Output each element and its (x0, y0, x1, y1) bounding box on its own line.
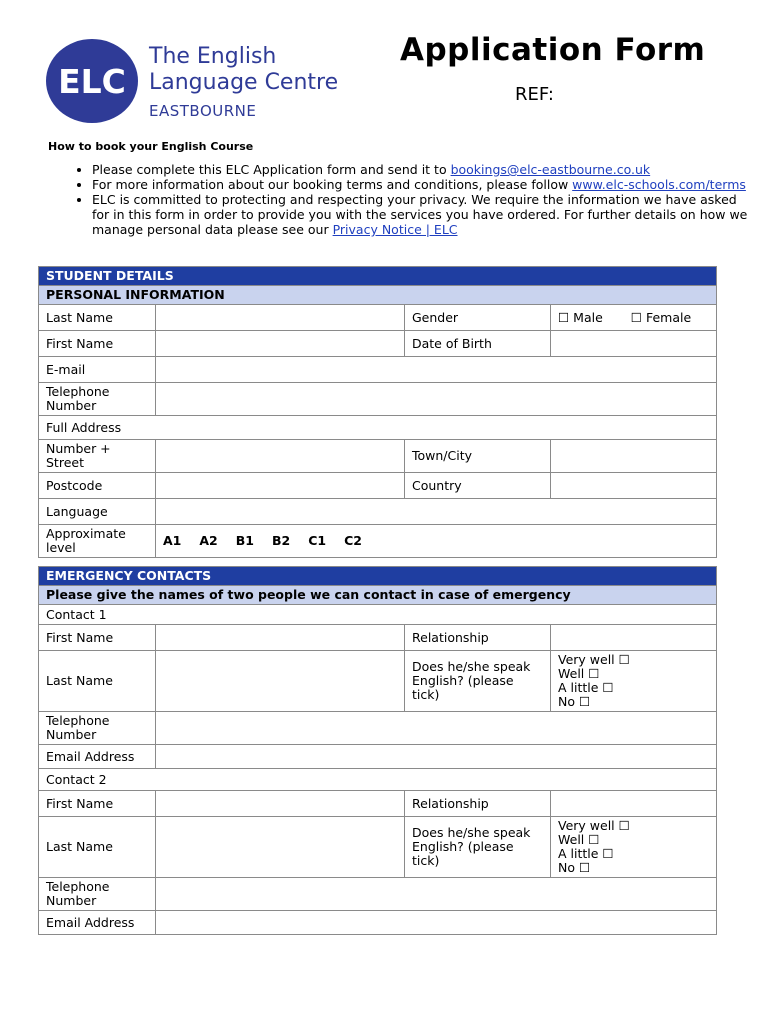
number-street-label: Number + Street (39, 440, 156, 473)
female-checkbox[interactable]: ☐ Female (630, 309, 692, 325)
c1-last-name-label: Last Name (39, 651, 156, 712)
tick-a-little[interactable]: A little ☐ (558, 680, 614, 695)
c2-speak-label: Does he/she speak English? (please tick) (405, 817, 551, 878)
emergency-header: EMERGENCY CONTACTS (39, 567, 717, 586)
country-field[interactable] (551, 473, 717, 499)
c2-email-label: Email Address (39, 911, 156, 935)
instruction-item (92, 192, 752, 237)
dob-label: Date of Birth (405, 331, 551, 357)
postcode-label: Postcode (39, 473, 156, 499)
student-details-table (38, 266, 717, 558)
c1-last-name-field[interactable] (156, 651, 405, 712)
full-address-label: Full Address (39, 416, 717, 440)
student-details-header: STUDENT DETAILS (39, 267, 717, 286)
telephone-field[interactable] (156, 383, 717, 416)
tick-no[interactable]: No ☐ (558, 694, 591, 709)
first-name-field[interactable] (156, 331, 405, 357)
c2-english-ticks (551, 817, 717, 878)
personal-info-subheader: PERSONAL INFORMATION (39, 286, 717, 305)
c2-last-name-label: Last Name (39, 817, 156, 878)
male-checkbox[interactable]: ☐ Male (558, 309, 603, 325)
language-field[interactable] (156, 499, 717, 525)
instruction-text: Please complete this ELC Application form and send it to (92, 162, 451, 177)
c2-telephone-field[interactable] (156, 878, 717, 911)
c2-telephone-label: Telephone Number (39, 878, 156, 911)
level-c2[interactable]: C2 (344, 533, 362, 548)
c1-telephone-label: Telephone Number (39, 712, 156, 745)
level-options (156, 525, 717, 558)
elc-logo-badge: ELC (46, 39, 138, 123)
logo-line-3: EASTBOURNE (149, 102, 257, 120)
instructions-list (70, 162, 752, 237)
tick-a-little[interactable]: A little ☐ (558, 846, 614, 861)
level-b1[interactable]: B1 (235, 533, 254, 548)
last-name-label: Last Name (39, 305, 156, 331)
level-b2[interactable]: B2 (271, 533, 291, 548)
logo-line-2: Language Centre (149, 70, 339, 95)
emergency-subheader: Please give the names of two people we can contact in case of emergency (39, 586, 717, 605)
instruction-text: For more information about our booking terms and conditions, please follow (92, 177, 573, 192)
tick-very-well[interactable]: Very well ☐ (558, 818, 630, 833)
first-name-label: First Name (39, 331, 156, 357)
privacy-notice-link[interactable]: Privacy Notice | ELC (332, 222, 458, 237)
terms-link[interactable]: www.elc-schools.com/terms (572, 177, 746, 192)
level-c1[interactable]: C1 (308, 533, 327, 548)
gender-label: Gender (405, 305, 551, 331)
bookings-email-link[interactable]: bookings@elc-eastbourne.co.uk (450, 162, 651, 177)
c2-relationship-label: Relationship (405, 791, 551, 817)
contact-2-label: Contact 2 (39, 769, 717, 791)
dob-field[interactable] (551, 331, 717, 357)
c2-first-name-field[interactable] (156, 791, 405, 817)
tick-well[interactable]: Well ☐ (558, 666, 600, 681)
c1-first-name-field[interactable] (156, 625, 405, 651)
tick-very-well[interactable]: Very well ☐ (558, 652, 630, 667)
instruction-item (92, 177, 752, 192)
c1-relationship-label: Relationship (405, 625, 551, 651)
tick-well[interactable]: Well ☐ (558, 832, 600, 847)
email-label: E-mail (39, 357, 156, 383)
c2-email-field[interactable] (156, 911, 717, 935)
c2-first-name-label: First Name (39, 791, 156, 817)
page-title: Application Form (400, 32, 706, 68)
c1-telephone-field[interactable] (156, 712, 717, 745)
c1-english-ticks (551, 651, 717, 712)
level-a1[interactable]: A1 (163, 533, 182, 548)
ref-label: REF: (515, 84, 554, 105)
number-street-field[interactable] (156, 440, 405, 473)
emergency-contacts-table (38, 566, 717, 935)
contact-1-label: Contact 1 (39, 605, 717, 625)
c1-email-label: Email Address (39, 745, 156, 769)
c2-relationship-field[interactable] (551, 791, 717, 817)
logo-line-1: The English (149, 44, 277, 69)
c2-last-name-field[interactable] (156, 817, 405, 878)
c1-first-name-label: First Name (39, 625, 156, 651)
instruction-text: ELC is committed to protecting and respecting your privacy. We require the information we have asked for in this form in order to provide you with the services you have ordered. For further details on how we manage personal data please see our (92, 192, 748, 237)
approx-level-label: Approximate level (39, 525, 156, 558)
town-field[interactable] (551, 440, 717, 473)
language-label: Language (39, 499, 156, 525)
last-name-field[interactable] (156, 305, 405, 331)
instruction-item (92, 162, 752, 177)
c1-speak-label: Does he/she speak English? (please tick) (405, 651, 551, 712)
town-label: Town/City (405, 440, 551, 473)
c1-relationship-field[interactable] (551, 625, 717, 651)
postcode-field[interactable] (156, 473, 405, 499)
gender-options (551, 305, 717, 331)
email-field[interactable] (156, 357, 717, 383)
level-a2[interactable]: A2 (199, 533, 218, 548)
tick-no[interactable]: No ☐ (558, 860, 591, 875)
c1-email-field[interactable] (156, 745, 717, 769)
logo-text (149, 44, 338, 120)
howto-heading: How to book your English Course (48, 140, 254, 153)
telephone-label: Telephone Number (39, 383, 156, 416)
country-label: Country (405, 473, 551, 499)
